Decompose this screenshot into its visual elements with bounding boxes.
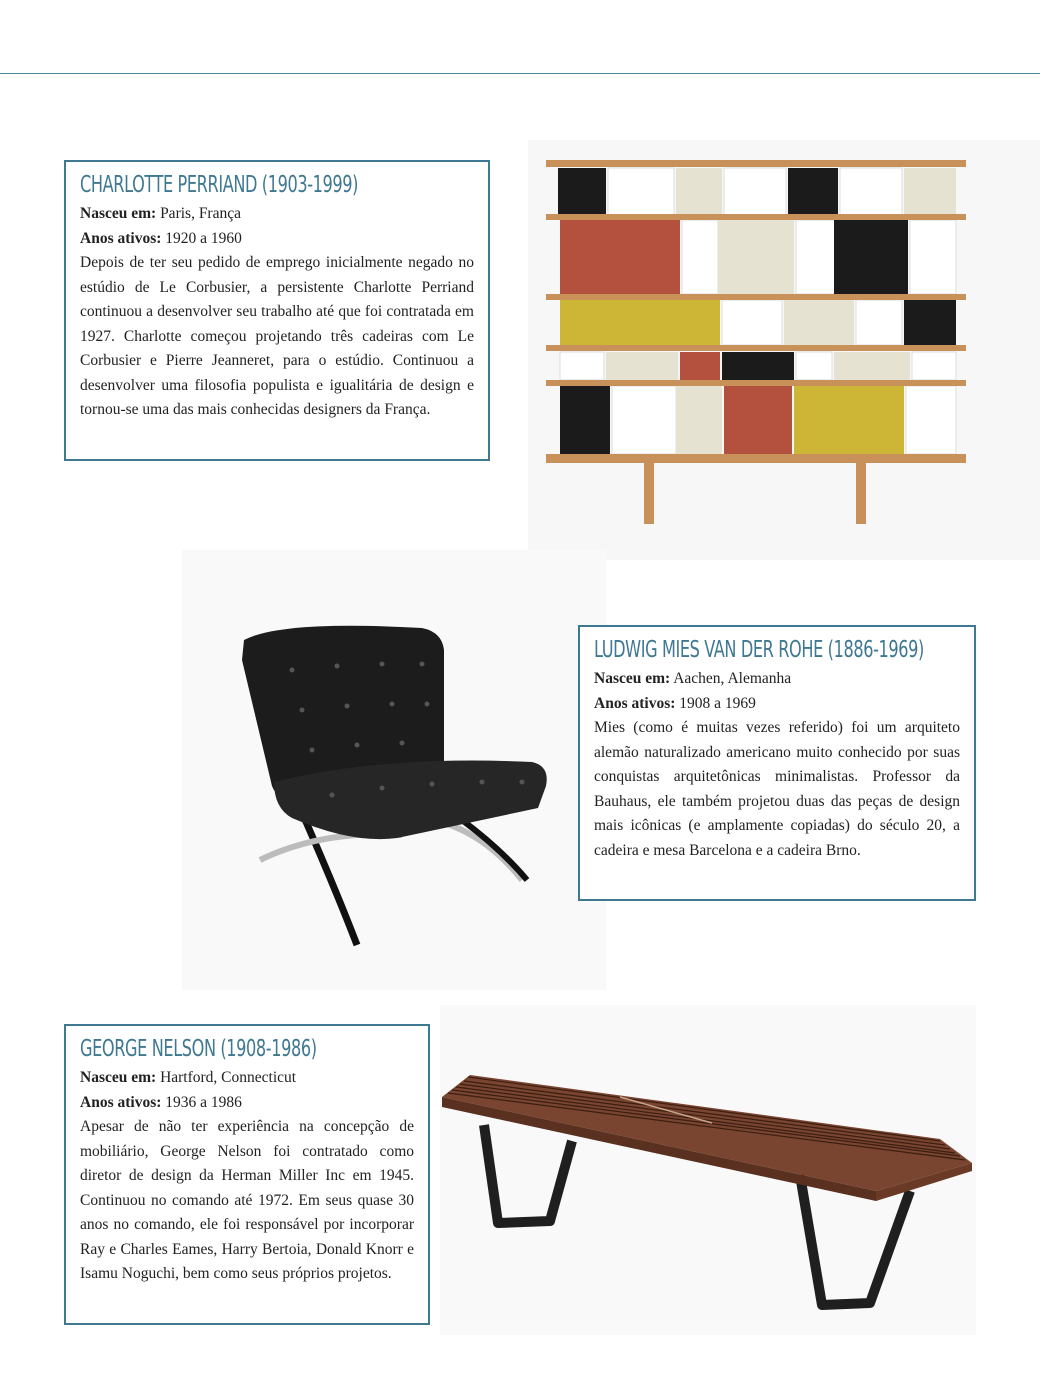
designer-description: Depois de ter seu pedido de emprego inicialmente negado no estúdio de Le Corbusier, a persistente Charlotte Perriand continuou a desenvolver seu trabalho até que foi contratada em 1927. Charlotte começou projetando três cadeiras com Le Corbusier e Pierre Jeanneret, para o estúdio. Continuou a desenvolver uma filosofia populista e igualitária de design e tornou-se uma das mais conhecidas designers da França. [80,254,474,418]
bio-box-mies [578,625,976,901]
born-value: Paris, França [160,205,241,222]
born-value: Hartford, Connecticut [160,1069,297,1086]
active-value: 1936 a 1986 [165,1093,242,1111]
born-line [594,667,960,692]
active-label: Anos ativos: [594,694,676,712]
active-line [80,227,474,252]
active-label: Anos ativos: [80,229,162,247]
designer-title: GEORGE NELSON (1908-1986) [80,1036,317,1062]
born-label: Nasceu em: [594,670,671,687]
active-value: 1908 a 1969 [679,694,756,712]
active-line [594,692,960,717]
active-value: 1920 a 1960 [165,229,242,247]
designer-description: Apesar de não ter experiência na concepção de mobiliário, George Nelson foi contratado como diretor de design da Herman Miller Inc em 1945. Continuou no comando até 1972. Em seus quase 30 anos no comando, ele foi responsável por incorporar Ray e Charles Eames, Harry Bertoia, Donald Knorr e Isamu Noguchi, bem como seus próprios projetos. [80,1118,414,1282]
born-label: Nasceu em: [80,205,157,222]
born-line [80,202,474,227]
nelson-bench-image [440,1005,976,1335]
header-rule [0,73,1040,74]
designer-title: CHARLOTTE PERRIAND (1903-1999) [80,172,359,198]
bio-box-perriand [64,160,490,461]
designer-title: LUDWIG MIES VAN DER ROHE (1886-1969) [594,637,924,663]
active-label: Anos ativos: [80,1093,162,1111]
bio-box-nelson [64,1024,430,1325]
born-line [80,1066,414,1091]
born-value: Aachen, Alemanha [673,670,792,687]
barcelona-chair-image [182,550,606,990]
designer-description: Mies (como é muitas vezes referido) foi um arquiteto alemão naturalizado americano muito conhecido por suas conquistas arquitetônicas minimalistas. Professor da Bauhaus, ele também projetou duas das peças de design mais icônicas (e amplamente copiadas) do século 20, a cadeira e mesa Barcelona e a cadeira Brno. [594,719,960,859]
active-line [80,1091,414,1116]
bookshelf-image [528,140,1040,560]
born-label: Nasceu em: [80,1069,157,1086]
